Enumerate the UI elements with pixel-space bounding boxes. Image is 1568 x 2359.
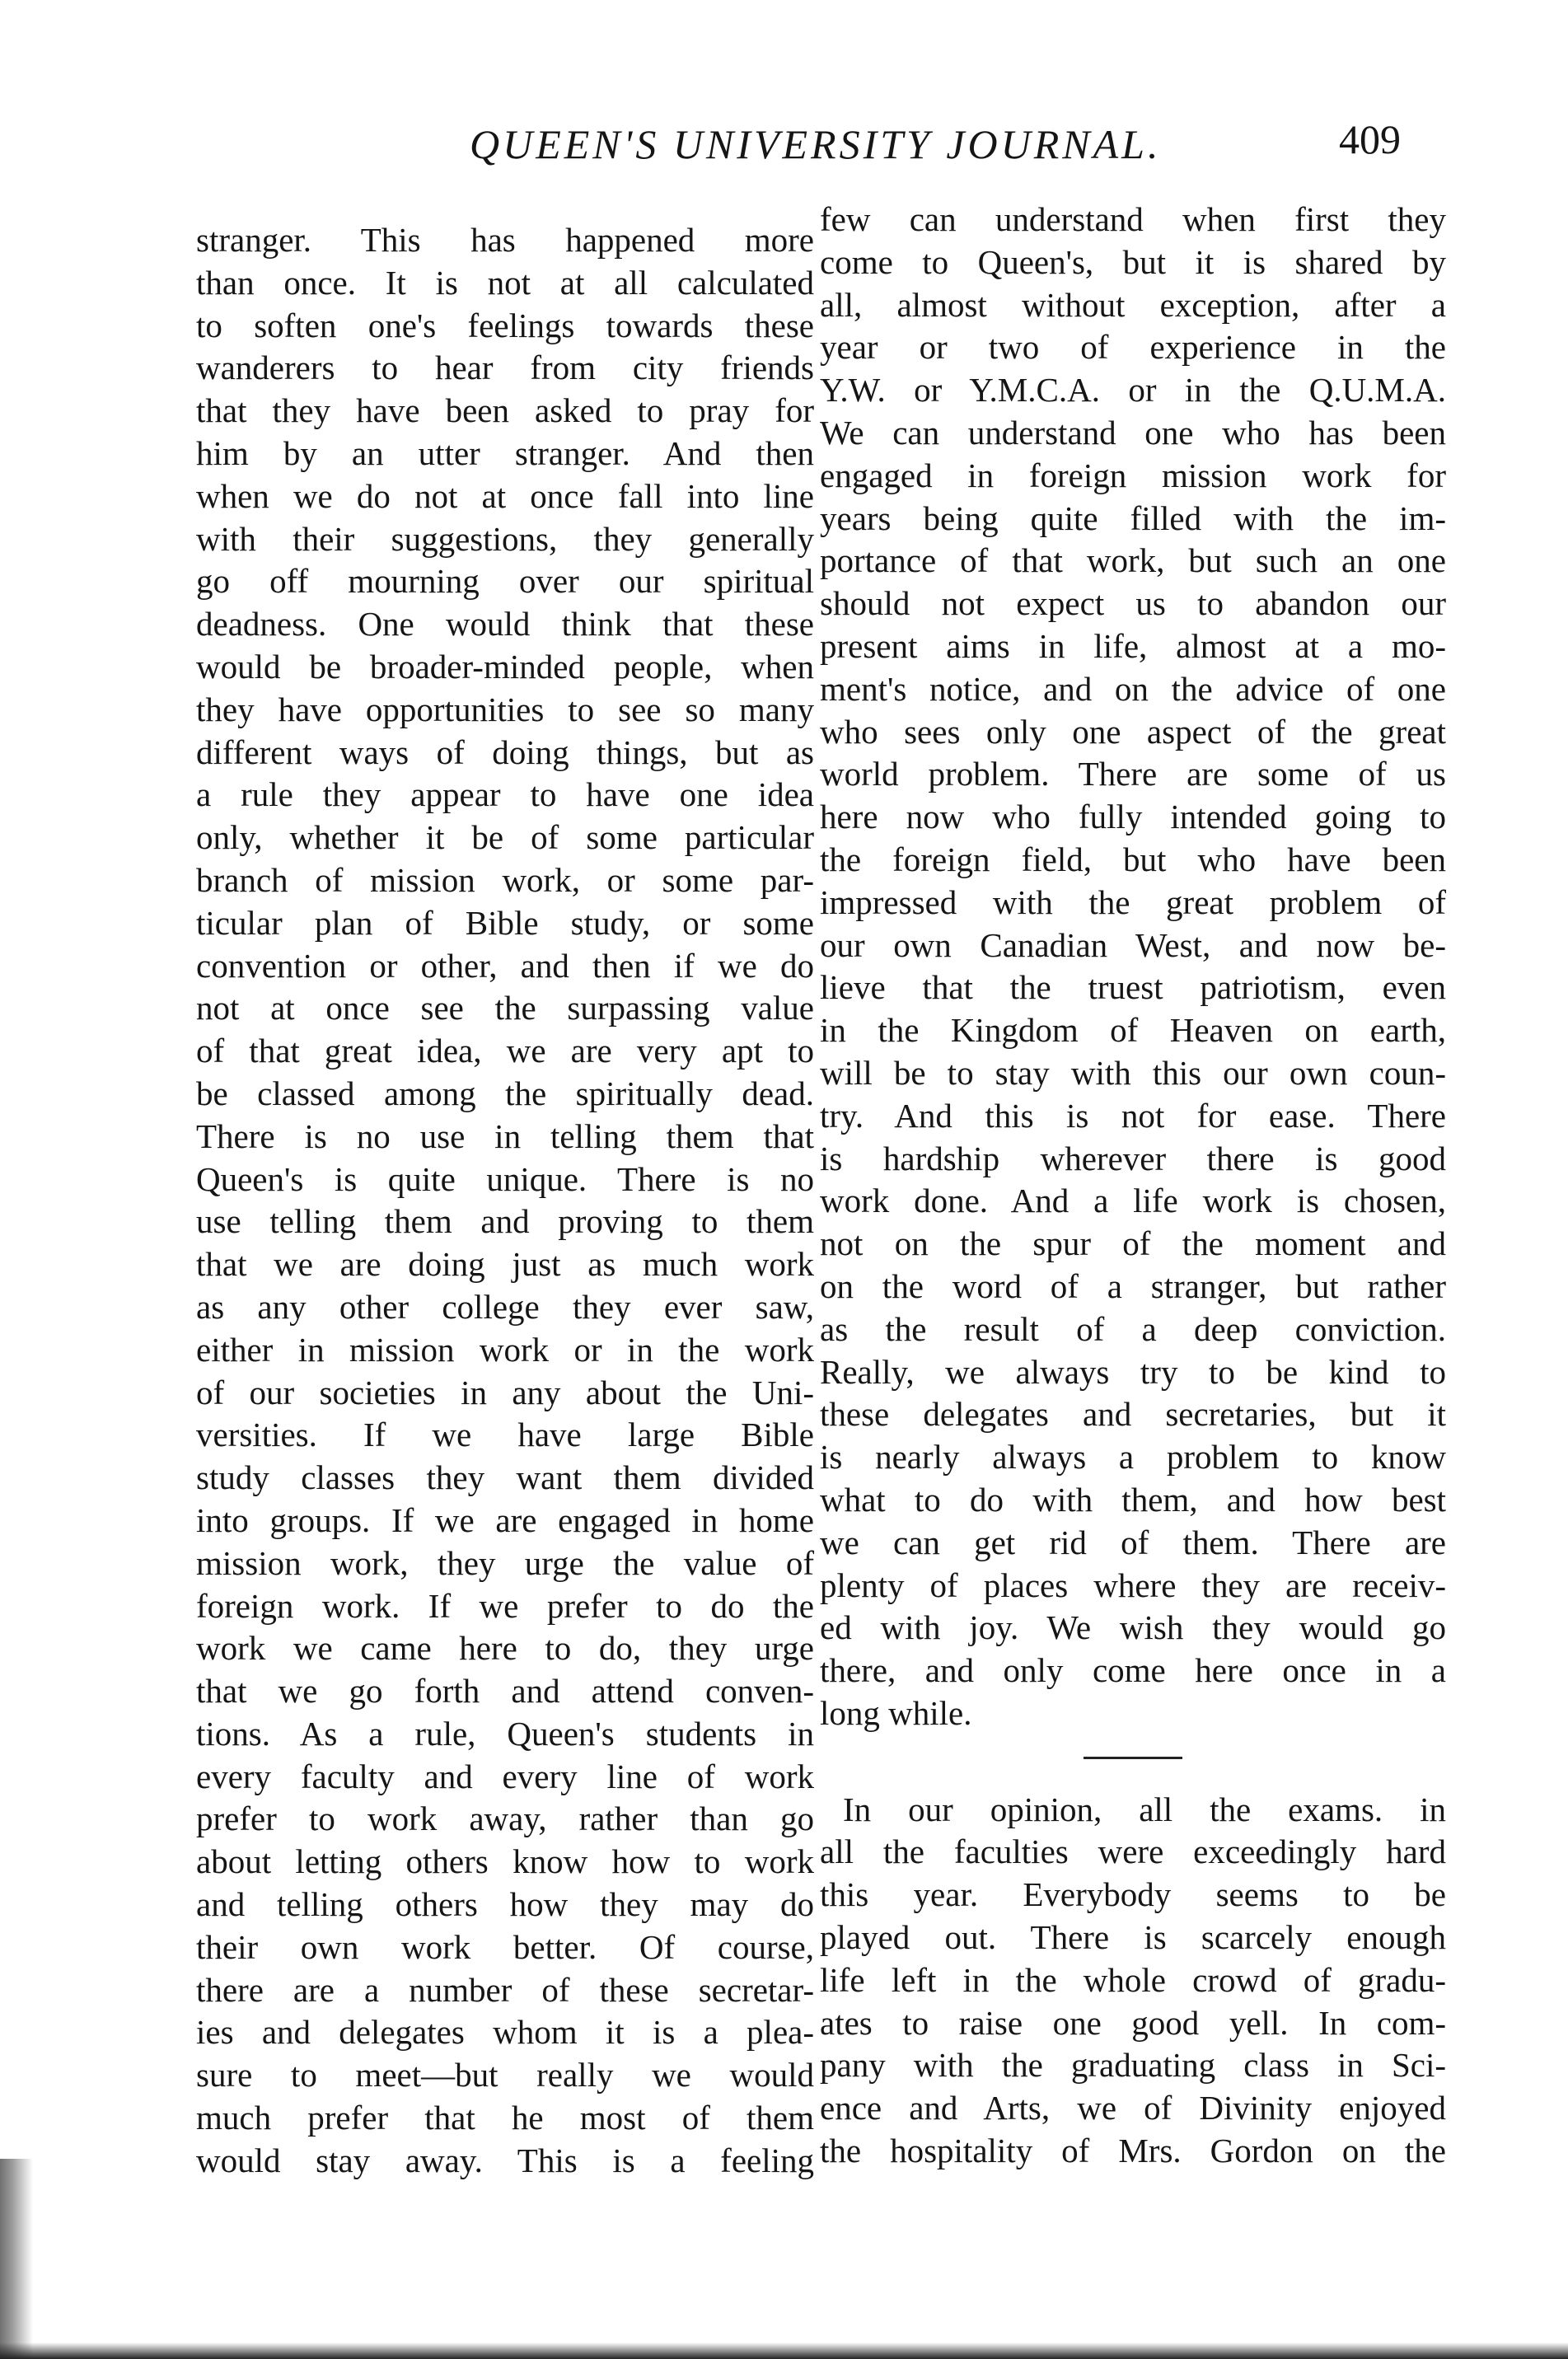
text-line: study classes they want them divided xyxy=(196,1458,814,1497)
text-line: use telling them and proving to them xyxy=(196,1202,814,1241)
text-line: In our opinion, all the exams. in xyxy=(843,1790,1446,1828)
text-line: versities. If we have large Bible xyxy=(196,1416,814,1454)
text-line: long while. xyxy=(820,1693,972,1732)
text-line: ment's notice, and on the advice of one xyxy=(820,669,1446,708)
text-line: the foreign field, but who have been xyxy=(820,840,1446,878)
text-line: of our societies in any about the Uni- xyxy=(196,1373,814,1411)
text-line: pany with the graduating class in Sci- xyxy=(820,2046,1446,2085)
text-line: present aims in life, almost at a mo- xyxy=(820,626,1446,665)
text-line: go off mourning over our spiritual xyxy=(196,562,814,601)
scan-edge-shadow xyxy=(0,2159,33,2359)
text-line: work done. And a life work is chosen, xyxy=(820,1182,1446,1220)
right-column-paragraph xyxy=(820,199,1446,1735)
text-line: on the word of a stranger, but rather xyxy=(820,1266,1446,1305)
text-line: with their suggestions, they generally xyxy=(196,519,814,558)
text-line: a rule they appear to have one idea xyxy=(196,775,814,814)
text-line: in the Kingdom of Heaven on earth, xyxy=(820,1011,1446,1050)
text-line: as the result of a deep conviction. xyxy=(820,1309,1446,1348)
text-line: We can understand one who has been xyxy=(820,413,1446,452)
text-line: that we are doing just as much work xyxy=(196,1245,814,1284)
text-line: all, almost without exception, after a xyxy=(820,285,1446,324)
text-line: life left in the whole crowd of gradu- xyxy=(820,1960,1446,1999)
text-line: ticular plan of Bible study, or some xyxy=(196,903,814,942)
text-line: of that great idea, we are very apt to xyxy=(196,1032,814,1070)
text-line: about letting others know how to work xyxy=(196,1842,814,1881)
text-line: come to Queen's, but it is shared by xyxy=(820,242,1446,281)
text-line: deadness. One would think that these xyxy=(196,605,814,644)
text-line: be classed among the spiritually dead. xyxy=(196,1074,814,1112)
text-line: there, and only come here once in a xyxy=(820,1651,1446,1690)
text-line: every faculty and every line of work xyxy=(196,1757,814,1795)
text-line: impressed with the great problem of xyxy=(820,882,1446,921)
text-line: convention or other, and then if we do xyxy=(196,946,814,985)
text-line: is hardship wherever there is good xyxy=(820,1139,1446,1177)
text-line: Really, we always try to be kind to xyxy=(820,1352,1446,1391)
text-line: ence and Arts, we of Divinity enjoyed xyxy=(820,2089,1446,2127)
text-line: what to do with them, and how best xyxy=(820,1480,1446,1519)
text-line: would be broader-minded people, when xyxy=(196,647,814,686)
text-line: is nearly always a problem to know xyxy=(820,1438,1446,1477)
text-line: the hospitality of Mrs. Gordon on the xyxy=(820,2132,1446,2170)
text-line: Y.W. or Y.M.C.A. or in the Q.U.M.A. xyxy=(820,371,1446,410)
right-column-new-paragraph xyxy=(820,1789,1446,2173)
text-line: should not expect us to abandon our xyxy=(820,584,1446,623)
text-line: world problem. There are some of us xyxy=(820,755,1446,793)
text-line: try. And this is not for ease. There xyxy=(820,1096,1446,1135)
text-line: when we do not at once fall into line xyxy=(196,476,814,515)
text-line: only, whether it be of some particular xyxy=(196,818,814,857)
text-line: ies and delegates whom it is a plea- xyxy=(196,2013,814,2052)
text-line: they have opportunities to see so many xyxy=(196,690,814,728)
text-line: sure to meet—but really we would xyxy=(196,2056,814,2095)
text-line: here now who fully intended going to xyxy=(820,798,1446,836)
text-line: and telling others how they may do xyxy=(196,1885,814,1924)
text-line: who sees only one aspect of the great xyxy=(820,712,1446,751)
text-line: mission work, they urge the value of xyxy=(196,1543,814,1582)
scan-bottom-shadow xyxy=(0,2343,1568,2359)
text-line: Queen's is quite unique. There is no xyxy=(196,1159,814,1198)
text-line: him by an utter stranger. And then xyxy=(196,433,814,472)
text-line: as any other college they ever saw, xyxy=(196,1287,814,1326)
text-line: there are a number of these secretar- xyxy=(196,1970,814,2009)
text-line: all the faculties were exceedingly hard xyxy=(820,1832,1446,1871)
text-line: engaged in foreign mission work for xyxy=(820,456,1446,494)
running-head xyxy=(428,115,1401,190)
left-column-text xyxy=(196,219,814,2183)
text-line: played out. There is scarcely enough xyxy=(820,1918,1446,1957)
text-line: this year. Everybody seems to be xyxy=(820,1875,1446,1914)
text-line: year or two of experience in the xyxy=(820,328,1446,367)
text-line: years being quite filled with the im- xyxy=(820,498,1446,537)
text-line: ed with joy. We wish they would go xyxy=(820,1608,1446,1647)
text-line: to soften one's feelings towards these xyxy=(196,306,814,344)
text-line: their own work better. Of course, xyxy=(196,1927,814,1966)
text-line: lieve that the truest patriotism, even xyxy=(820,968,1446,1007)
text-line: will be to stay with this our own coun- xyxy=(820,1053,1446,1092)
text-line: stranger. This has happened more xyxy=(196,221,814,259)
text-line: plenty of places where they are receiv- xyxy=(820,1566,1446,1604)
text-line: tions. As a rule, Queen's students in xyxy=(196,1714,814,1753)
text-line: our own Canadian West, and now be- xyxy=(820,925,1446,964)
text-line: either in mission work or in the work xyxy=(196,1330,814,1369)
text-line: different ways of doing things, but as xyxy=(196,733,814,771)
text-line: not on the spur of the moment and xyxy=(820,1224,1446,1263)
text-line: these delegates and secretaries, but it xyxy=(820,1395,1446,1434)
text-line: ates to raise one good yell. In com- xyxy=(820,2003,1446,2042)
text-line: work we came here to do, they urge xyxy=(196,1629,814,1668)
text-line: that we go forth and attend conven- xyxy=(196,1672,814,1711)
right-column-text xyxy=(820,199,1446,2173)
text-line: much prefer that he most of them xyxy=(196,2099,814,2137)
text-line: into groups. If we are engaged in home xyxy=(196,1500,814,1539)
journal-title: QUEEN'S UNIVERSITY JOURNAL. xyxy=(470,121,1162,167)
text-line: prefer to work away, rather than go xyxy=(196,1800,814,1838)
text-line: portance of that work, but such an one xyxy=(820,541,1446,580)
text-line: not at once see the surpassing value xyxy=(196,989,814,1027)
text-line: There is no use in telling them that xyxy=(196,1116,814,1155)
text-line: foreign work. If we prefer to do the xyxy=(196,1586,814,1625)
text-line: that they have been asked to pray for xyxy=(196,391,814,430)
section-divider-rule xyxy=(1084,1757,1182,1759)
text-line: few can understand when first they xyxy=(820,200,1446,238)
text-line: we can get rid of them. There are xyxy=(820,1523,1446,1561)
page-number: 409 xyxy=(1339,116,1401,162)
text-line: wanderers to hear from city friends xyxy=(196,349,814,387)
text-line: than once. It is not at all calculated xyxy=(196,263,814,302)
text-line: branch of mission work, or some par- xyxy=(196,860,814,899)
text-line: would stay away. This is a feeling xyxy=(196,2141,814,2179)
